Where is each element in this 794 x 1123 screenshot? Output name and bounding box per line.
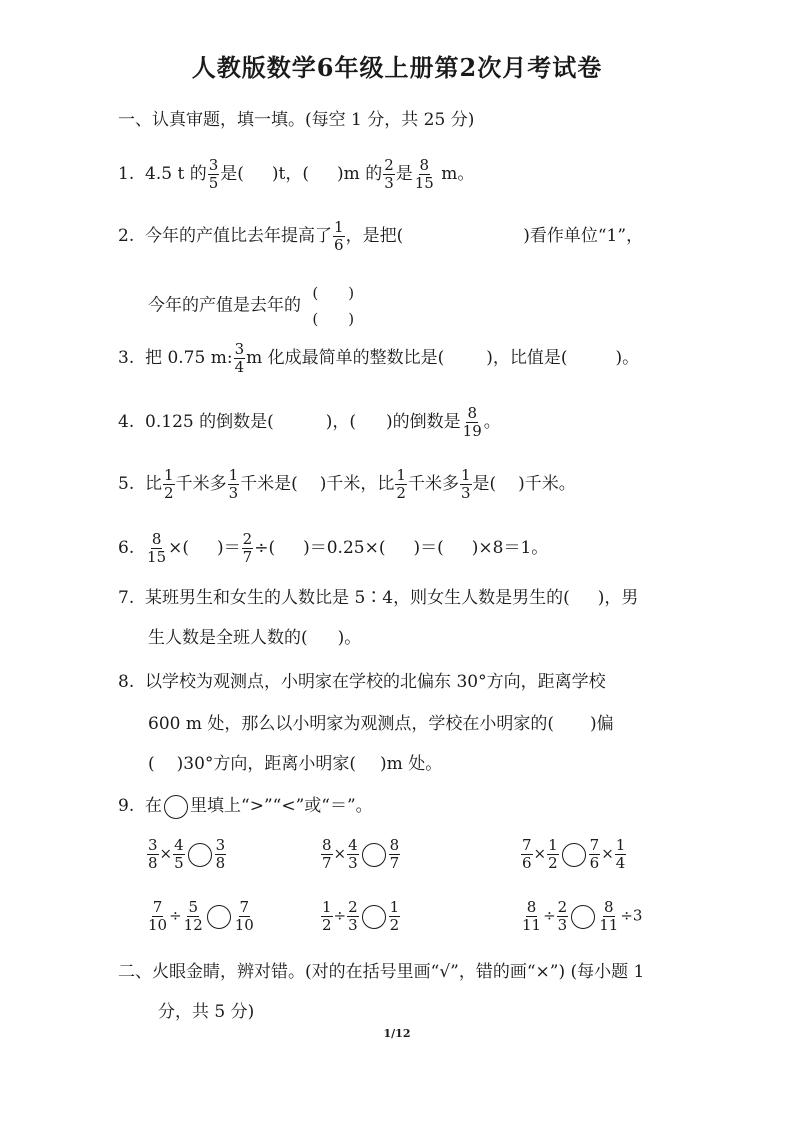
question-8: 8. 以学校为观测点，小明家在学校的北偏东 30°方向，距离学校 (118, 672, 606, 692)
question-number: 4. (118, 412, 135, 432)
question-5: 5. 比 $\frac{1}{2}$ 千米多 $\frac{1}{3}$ 千米是( )千米，比 $\frac{1}{2}$ 千米多 $\frac{1}{3}$ 是( )千米。 (118, 466, 576, 502)
question-2-line2: 今年的产值是去年的 ( ) ( ) (148, 280, 354, 332)
fraction: $\frac{1}{3}$ (228, 466, 239, 502)
compare-circle[interactable] (207, 905, 231, 929)
question-9: 9. 在 里填上“>”“<”或“＝”。 (118, 794, 373, 819)
question-number: 8. (118, 672, 135, 692)
compare-circle[interactable] (562, 843, 586, 867)
fraction: $\frac{8}{15}$ (414, 156, 434, 192)
question-number: 1. (118, 164, 135, 184)
fraction-answer-blank[interactable]: ( ) ( ) (312, 284, 355, 328)
page-title: 人教版数学6年级上册第2次月考试卷 (191, 53, 603, 82)
question-number: 2. (118, 226, 135, 246)
question-7-line2: 生人数是全班人数的( )。 (148, 628, 362, 648)
fraction: $\frac{1}{6}$ (334, 218, 344, 254)
fraction: $\frac{8}{19}$ (462, 404, 482, 440)
fraction: $\frac{2}{7}$ (242, 530, 253, 566)
compare-circle[interactable] (362, 905, 386, 929)
compare-item: $\frac{8}{11}$ ÷ $\frac{2}{3}$ $\frac{8}{11}$ ÷3 (522, 898, 643, 934)
question-number: 9. (118, 796, 135, 816)
compare-item: $\frac{8}{7}$ × $\frac{4}{3}$ $\frac{8}{7}$ (322, 836, 400, 872)
question-4: 4. 0.125 的倒数是( )，( )的倒数是 $\frac{8}{19}$ 。 (118, 404, 501, 440)
section2-heading-line2: 分，共 5 分) (158, 1002, 255, 1022)
question-8-line3: ( )30°方向，距离小明家( )m 处。 (148, 754, 443, 774)
question-number: 3. (118, 348, 135, 368)
question-number: 5. (118, 474, 135, 494)
question-3: 3. 把 0.75 m: $\frac{3}{4}$ m 化成最简单的整数比是( )，比值是( )。 (118, 340, 640, 376)
fraction: $\frac{1}{2}$ (164, 466, 174, 502)
circle-icon (164, 795, 188, 819)
fraction: $\frac{1}{2}$ (396, 466, 406, 502)
question-number: 7. (118, 588, 135, 608)
question-8-line2: 600 m 处，那么以小明家为观测点，学校在小明家的( )偏 (148, 714, 614, 734)
compare-item: $\frac{7}{6}$ × $\frac{1}{2}$ $\frac{7}{6}$ × $\frac{1}{4}$ (522, 836, 626, 872)
fraction: $\frac{3}{4}$ (234, 340, 245, 376)
compare-item: $\frac{1}{2}$ ÷ $\frac{2}{3}$ $\frac{1}{2}$ (322, 898, 400, 934)
compare-circle[interactable] (188, 843, 212, 867)
fraction: $\frac{2}{3}$ (384, 156, 394, 192)
question-7: 7. 某班男生和女生的人数比是 5∶4，则女生人数是男生的( )，男 (118, 588, 639, 608)
section1-heading: 一、认真审题，填一填。(每空 1 分，共 25 分) (118, 110, 475, 130)
fraction: $\frac{8}{15}$ (147, 530, 167, 566)
fraction: $\frac{3}{5}$ (208, 156, 219, 192)
compare-item: $\frac{3}{8}$ × $\frac{4}{5}$ $\frac{3}{8}$ (148, 836, 226, 872)
fraction: $\frac{1}{3}$ (460, 466, 471, 502)
compare-circle[interactable] (571, 905, 595, 929)
question-1: 1. 4.5 t 的 $\frac{3}{5}$ 是( )t，( )m 的 $\frac{2}{3}$ 是 $\frac{8}{15}$ m。 (118, 156, 475, 192)
section2-heading: 二、火眼金睛，辨对错。(对的在括号里画“√”，错的画“×”) (每小题 1 (118, 962, 645, 982)
question-number: 6. (118, 538, 135, 558)
compare-item: $\frac{7}{10}$ ÷ $\frac{5}{12}$ $\frac{7}{10}$ (148, 898, 254, 934)
question-6: 6. $\frac{8}{15}$ ×( )＝ $\frac{2}{7}$ ÷( )＝0.25×( )＝( )×8＝1。 (118, 530, 549, 566)
question-2: 2. 今年的产值比去年提高了 $\frac{1}{6}$ ，是把( )看作单位“1”， (118, 218, 644, 254)
compare-circle[interactable] (362, 843, 386, 867)
page-number: 1/12 (383, 1027, 411, 1040)
